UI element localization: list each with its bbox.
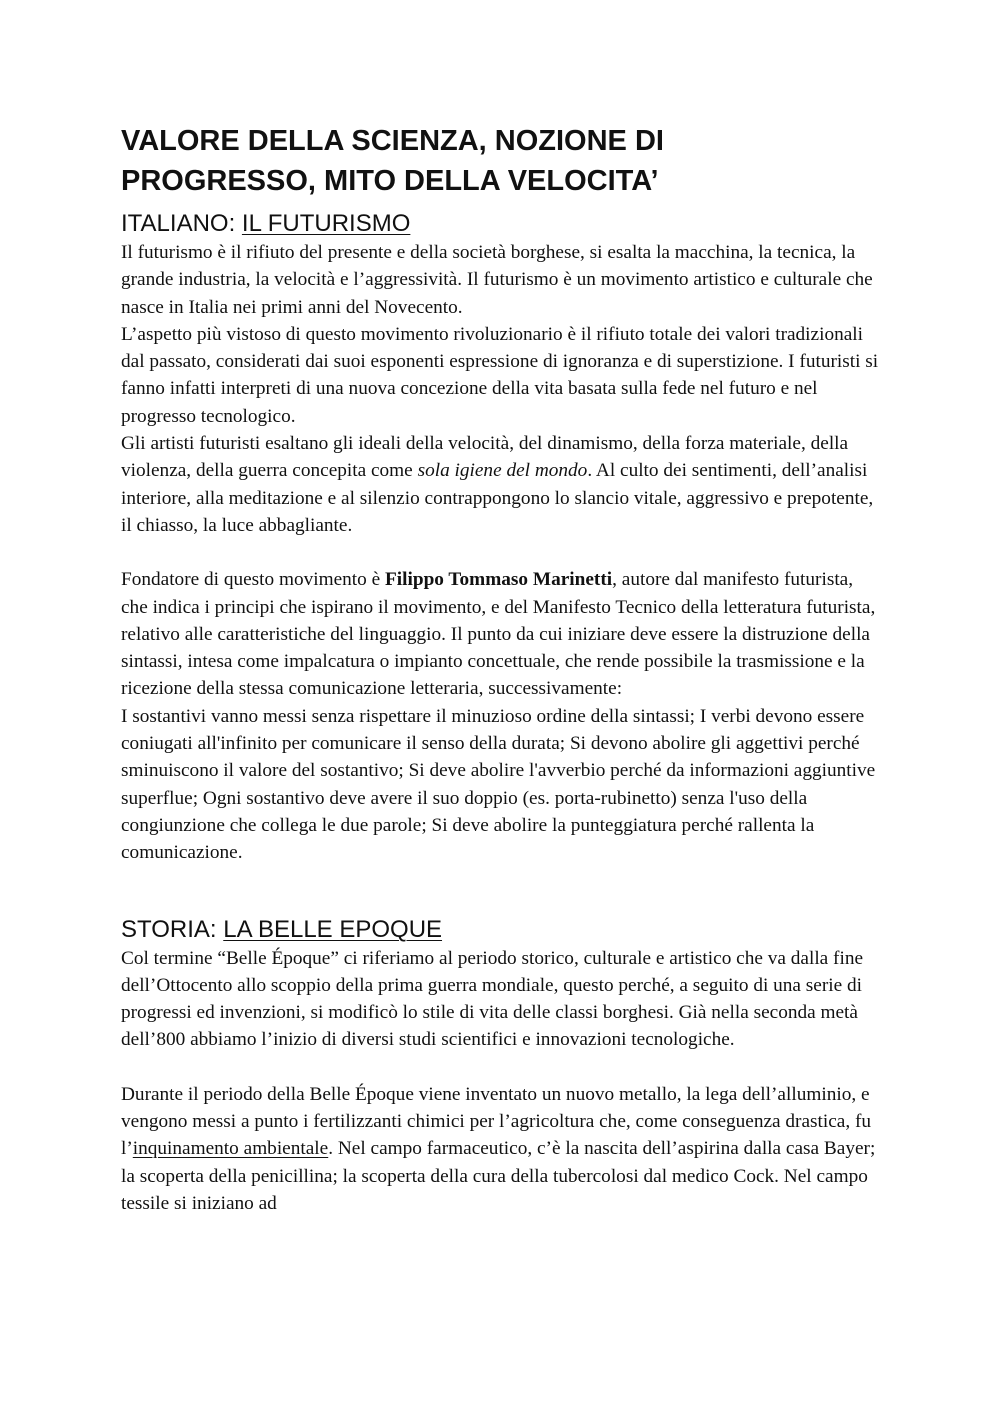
paragraph: [121, 1081, 881, 1217]
underlined-text: inquinamento ambientale: [132, 1138, 329, 1160]
paragraph: I sostantivi vanno messi senza rispettare il minuzioso ordine della sintassi; I verbi devono essere coniugati all'infinito per comunicare il senso della durata; Si devono abolire gli aggettivi perché sminuiscono il valore del sostantivo; Si deve abolire l'avverbio perché da informazioni aggiuntive superflue; Ogni sostantivo deve avere il suo doppio (es. porta-rubinetto) senza l'uso della congiunzione che collega le due parole; Si deve abolire la punteggiatura perché rallenta la comunicazione.: [121, 705, 876, 864]
spacer: [121, 867, 881, 915]
section-heading-italiano: [121, 209, 881, 239]
paragraph: Il futurismo è il rifiuto del presente e della società borghese, si esalta la macchina, la tecnica, la grande industria, la velocità e l’aggressività. Il futurismo è un movimento artistico e culturale che nasce in Italia nei primi anni del Novecento.: [121, 242, 873, 318]
title-line-2: PROGRESSO, MITO DELLA VELOCITA’: [121, 165, 659, 197]
section-topic: LA BELLE EPOQUE: [223, 915, 443, 943]
paragraph: [121, 566, 881, 702]
paragraph: [121, 430, 881, 539]
text-run: , autore dal manifesto futurista, che indica i principi che ispirano il movimento, e del Manifesto Tecnico della letteratura futurista, relativo alle caratteristiche del linguaggio. Il punto da cui iniziare deve essere la distruzione della sintassi, intesa come impalcatura o impianto concettuale, che rende possibile la trasmissione e la ricezione della stessa comunicazione letteraria, successivamente:: [121, 569, 876, 700]
section-label: STORIA:: [121, 915, 224, 943]
title-line-1: VALORE DELLA SCIENZA, NOZIONE DI: [121, 125, 664, 157]
paragraph: L’aspetto più vistoso di questo movimento rivoluzionario è il rifiuto totale dei valori tradizionali dal passato, considerati dai suoi esponenti espressione di ignoranza e di superstizione. I futuristi si fanno infatti interpreti di una nuova concezione della vita basata sulla fede nel futuro e nel progresso tecnologico.: [121, 323, 879, 427]
text-run: Gli artisti futuristi esaltano gli ideali della velocità, del dinamismo, della forza materiale, della violenza, della guerra concepita come: [121, 433, 849, 482]
text-run: Fondatore di questo movimento è: [121, 569, 386, 591]
paragraph: Col termine “Belle Époque” ci riferiamo al periodo storico, culturale e artistico che va dalla fine dell’Ottocento allo scoppio della prima guerra mondiale, questo perché, a seguito di una serie di progressi ed invenzioni, si modificò lo stile di vita delle classi borghesi. Già nella seconda metà dell’800 abbiamo l’inizio di diversi studi scientifici e innovazioni tecnologiche.: [121, 947, 864, 1051]
document-title: [121, 121, 881, 201]
section-topic: IL FUTURISMO: [241, 210, 411, 237]
spacer: [121, 539, 881, 566]
section-label: ITALIANO:: [121, 210, 242, 237]
text-run: . Al culto dei sentimenti, dell’analisi interiore, alla meditazione e al silenzio contrappongono lo slancio vitale, aggressivo e prepotente, il chiasso, la luce abbagliante.: [121, 460, 874, 536]
spacer: [121, 1054, 881, 1081]
text-run: . Nel campo farmaceutico, c’è la nascita dell’aspirina dalla casa Bayer; la scoperta della penicillina; la scoperta della cura della tubercolosi dal medico Cock. Nel campo tessile si iniziano ad: [121, 1138, 876, 1214]
bold-text: Filippo Tommaso Marinetti: [385, 569, 613, 591]
italic-text: sola igiene del mondo: [417, 460, 588, 482]
text-run: Durante il periodo della Belle Époque viene inventato un nuovo metallo, la lega dell’alluminio, e vengono messi a punto i fertilizzanti chimici per l’agricoltura che, come conseguenza drastica, fu l’: [121, 1083, 872, 1160]
document-page: [121, 121, 881, 1217]
section-heading-storia: [121, 915, 881, 945]
